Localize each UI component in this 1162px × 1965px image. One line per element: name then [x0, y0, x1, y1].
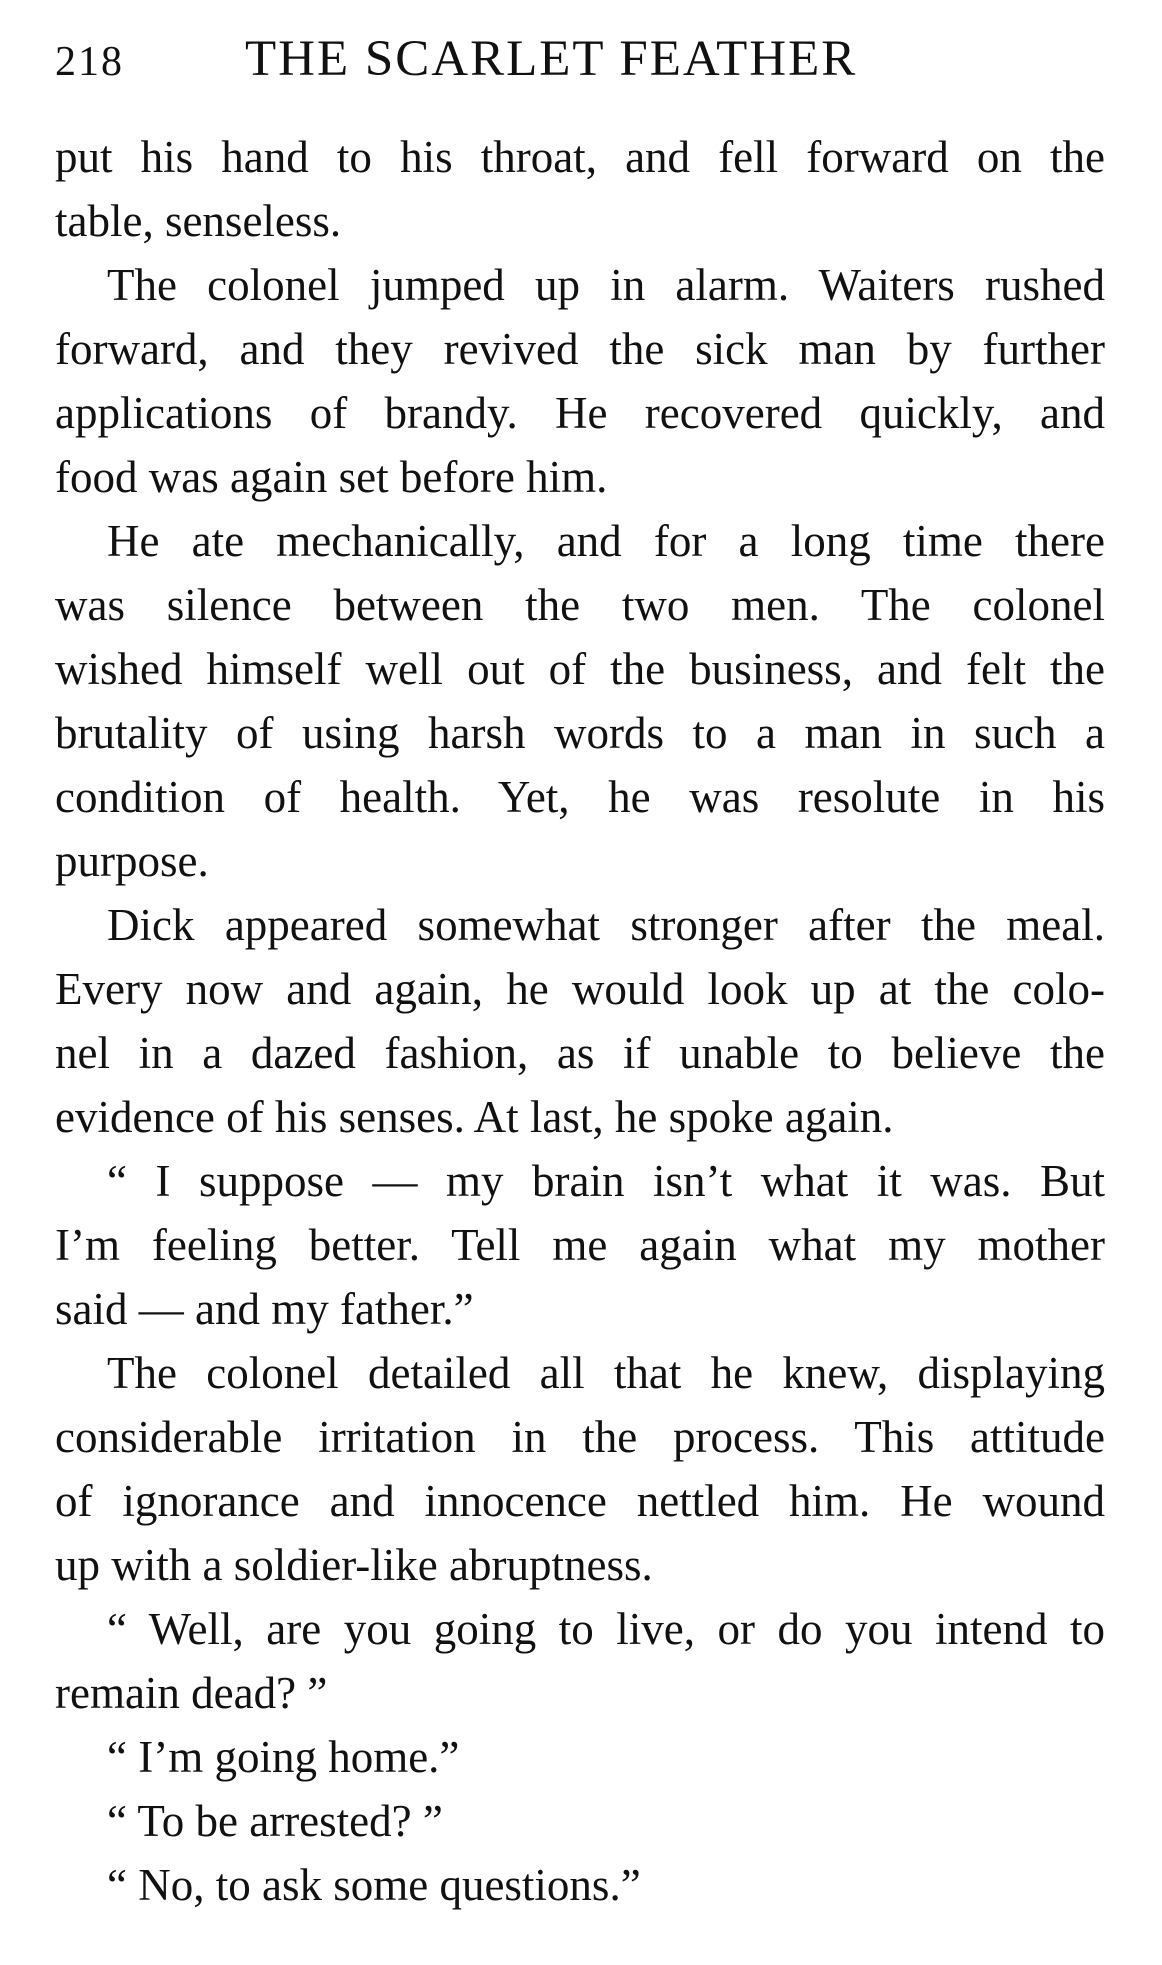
text-line: “ I’m going home.” — [107, 1732, 460, 1782]
page-number: 218 — [55, 39, 124, 85]
text-line: nel in a dazed fashion, as if unable to believe the — [55, 1028, 1105, 1078]
text-line: “ I suppose — my brain isn’t what it was. But — [107, 1156, 1105, 1206]
text-line: was silence between the two men. The colonel — [55, 580, 1105, 630]
text-line: Every now and again, he would look up at the colo- — [55, 964, 1105, 1014]
text-line: table, senseless. — [55, 196, 342, 246]
text-line: brutality of using harsh words to a man in such a — [55, 708, 1105, 758]
text-line: Dick appeared somewhat stronger after the meal. — [107, 900, 1105, 950]
text-line: applications of brandy. He recovered quickly, and — [55, 388, 1105, 438]
text-line: He ate mechanically, and for a long time there — [107, 516, 1105, 566]
body-text — [55, 125, 1105, 1917]
text-line: put his hand to his throat, and fell forward on the — [55, 132, 1105, 182]
text-line: purpose. — [55, 836, 209, 886]
text-line: “ To be arrested? ” — [107, 1796, 443, 1846]
page-header — [55, 26, 1105, 106]
text-line: said — and my father.” — [55, 1284, 474, 1334]
text-line: forward, and they revived the sick man by further — [55, 324, 1105, 374]
text-line: up with a soldier-like abruptness. — [55, 1540, 653, 1590]
text-line: I’m feeling better. Tell me again what my mother — [55, 1220, 1105, 1270]
text-line: of ignorance and innocence nettled him. He wound — [55, 1476, 1105, 1526]
text-line: The colonel jumped up in alarm. Waiters rushed — [107, 260, 1105, 310]
text-line: remain dead? ” — [55, 1668, 328, 1718]
running-title: THE SCARLET FEATHER — [245, 31, 858, 87]
text-line: “ Well, are you going to live, or do you intend to — [107, 1604, 1105, 1654]
text-line: “ No, to ask some questions.” — [107, 1860, 641, 1910]
text-line: considerable irritation in the process. This attitude — [55, 1412, 1105, 1462]
text-line: condition of health. Yet, he was resolute in his — [55, 772, 1105, 822]
text-line: food was again set before him. — [55, 452, 608, 502]
text-line: wished himself well out of the business, and felt the — [55, 644, 1105, 694]
text-line: The colonel detailed all that he knew, displaying — [107, 1348, 1105, 1398]
text-line: evidence of his senses. At last, he spoke again. — [55, 1092, 894, 1142]
